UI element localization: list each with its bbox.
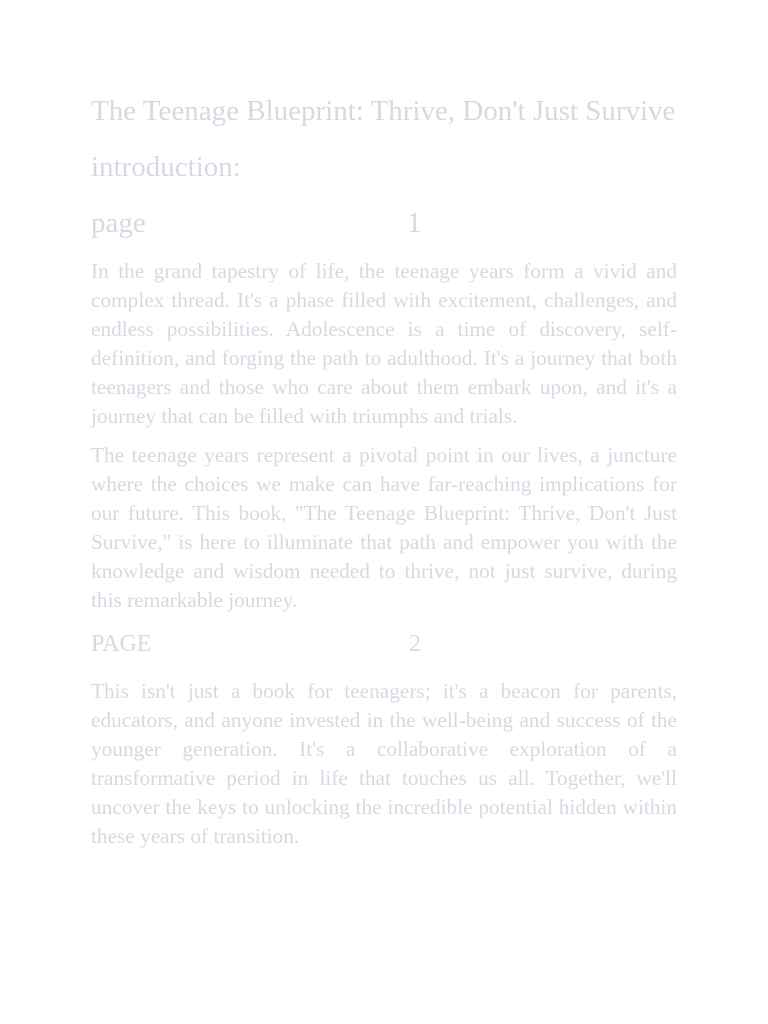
paragraph-3: This isn't just a book for teenagers; it's a beacon for parents, educators, and anyone invested in the well-being and success of the younger generation. It's a collaborative exploration of a transformative period in life that touches us all. Together, we'll uncover the keys to unlocking the incredible potential hidden within these years of transition. (91, 679, 677, 848)
page-marker-label: page (91, 207, 146, 239)
paragraph-2: The teenage years represent a pivotal point in our lives, a juncture where the choices we make can have far-reaching implications for our future. This book, "The Teenage Blueprint: Thrive, Don't Just Survive," is here to illuminate that path and empower you with the knowledge and wisdom needed to thrive, not just survive, during this remarkable journey. (91, 443, 677, 612)
page-marker-label: PAGE (91, 631, 152, 657)
page-marker-number: 2 (409, 631, 421, 657)
page-marker-1 (91, 206, 677, 240)
section-heading: introduction: (91, 151, 241, 183)
paragraph-1: In the grand tapestry of life, the teenage years form a vivid and complex thread. It's a phase filled with excitement, challenges, and endless possibilities. Adolescence is a time of discovery, self-definition, and forging the path to adulthood. It's a journey that both teenagers and those who care about them embark upon, and it's a journey that can be filled with triumphs and trials. (91, 259, 677, 428)
document-title: The Teenage Blueprint: Thrive, Don't Just Survive (91, 95, 676, 127)
page-marker-number: 1 (407, 207, 422, 239)
page-marker-2 (91, 629, 677, 659)
document-page (91, 92, 677, 851)
